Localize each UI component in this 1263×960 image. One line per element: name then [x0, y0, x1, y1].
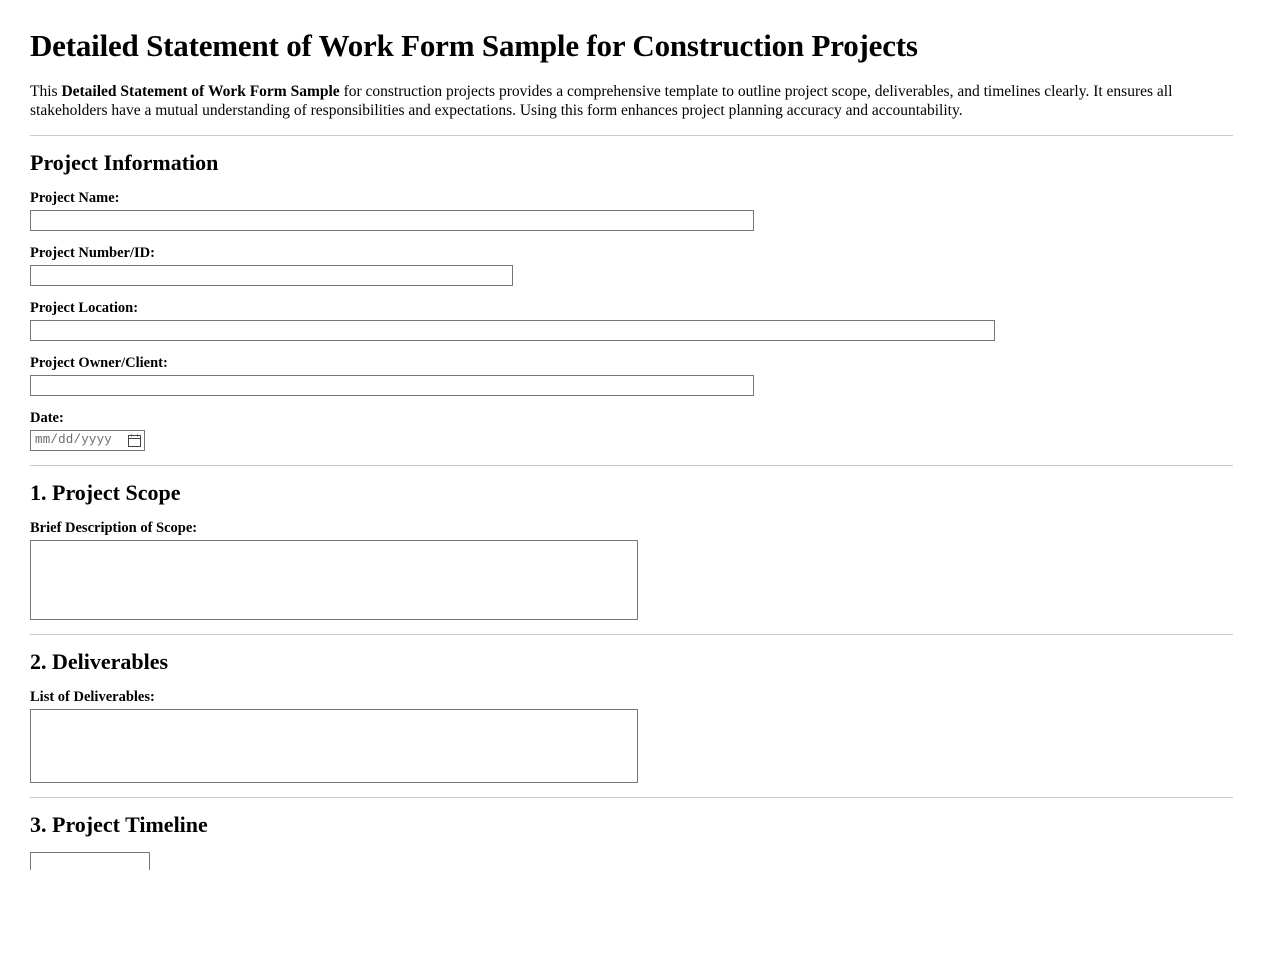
label-project-owner: Project Owner/Client: — [30, 354, 168, 371]
divider-4 — [30, 797, 1233, 798]
page-title: Detailed Statement of Work Form Sample for Construction Projects — [30, 28, 918, 63]
scope-description-textarea[interactable] — [30, 540, 638, 620]
label-project-number: Project Number/ID: — [30, 244, 155, 261]
field-project-name — [30, 190, 1233, 231]
date-input[interactable] — [30, 430, 145, 451]
section-title-project-scope: 1. Project Scope — [30, 479, 181, 505]
timeline-first-field-partial — [30, 852, 1233, 870]
label-date: Date: — [30, 409, 64, 426]
project-name-input[interactable] — [30, 210, 754, 231]
field-project-number — [30, 245, 1233, 286]
field-scope-description — [30, 520, 1233, 620]
field-deliverables-list — [30, 689, 1233, 783]
section-title-deliverables: 2. Deliverables — [30, 648, 169, 674]
intro-text-bold: Detailed Statement of Work Form Sample — [61, 83, 340, 100]
divider-2 — [30, 465, 1233, 466]
section-title-project-information: Project Information — [30, 149, 219, 175]
intro-text-rest: for construction projects provides a comprehensive template to outline project scope, deliverables, and timelines clearly. It ensures all stakeholders have a mutual understanding of responsibilities and expectations. Using this form enhances project planning accuracy and accountability. — [30, 83, 1173, 120]
label-project-location: Project Location: — [30, 299, 139, 316]
field-project-location — [30, 300, 1233, 341]
intro-paragraph — [30, 82, 1215, 121]
project-number-input[interactable] — [30, 265, 513, 286]
intro-text-prefix: This — [30, 83, 62, 100]
label-scope-description: Brief Description of Scope: — [30, 519, 198, 536]
divider-1 — [30, 135, 1233, 136]
section-title-project-timeline: 3. Project Timeline — [30, 811, 208, 837]
field-date — [30, 410, 1233, 451]
label-project-name: Project Name: — [30, 189, 120, 206]
label-deliverables-list: List of Deliverables: — [30, 688, 155, 705]
project-owner-input[interactable] — [30, 375, 754, 396]
divider-3 — [30, 634, 1233, 635]
date-placeholder-text: mm/dd/yyyy — [35, 433, 113, 448]
calendar-icon[interactable] — [128, 434, 141, 447]
project-location-input[interactable] — [30, 320, 995, 341]
field-project-owner — [30, 355, 1233, 396]
deliverables-textarea[interactable] — [30, 709, 638, 783]
timeline-start-date-input[interactable] — [30, 852, 150, 870]
